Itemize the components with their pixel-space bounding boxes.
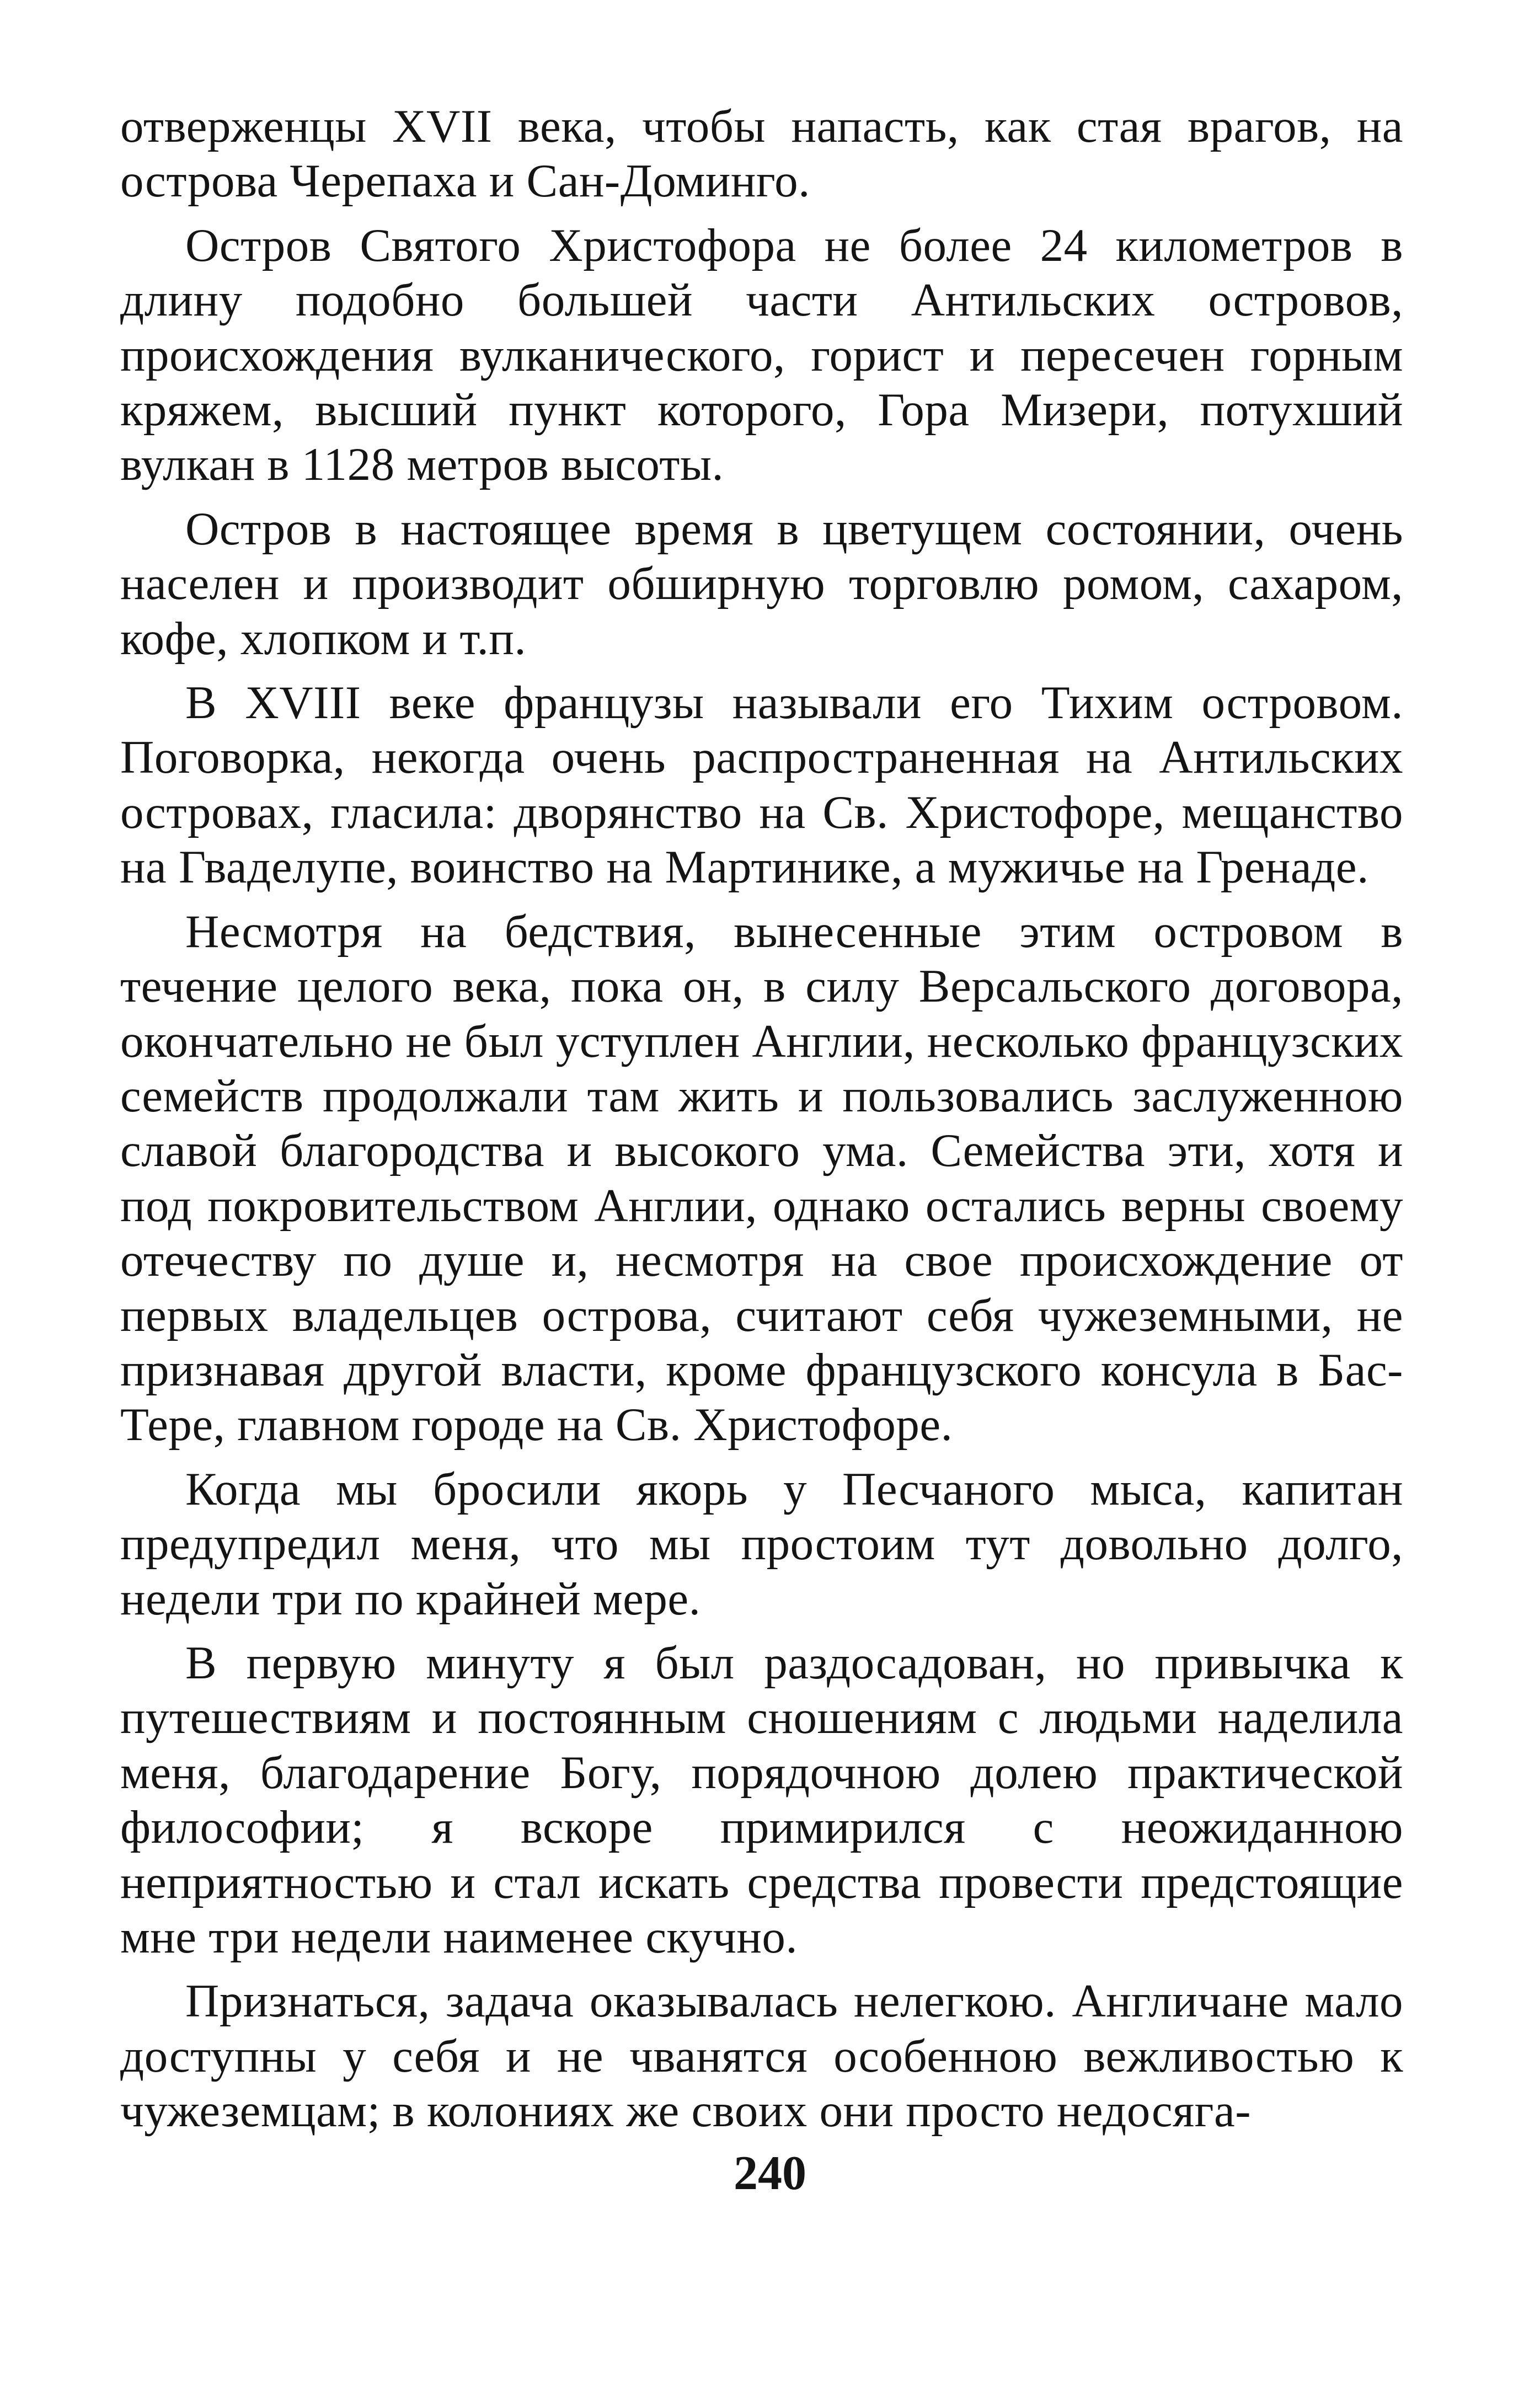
paragraph-continuation: отверженцы XVII века, чтобы напасть, как стая врагов, на острова Черепаха и Сан-Доминго. xyxy=(120,100,1403,207)
page-number: 240 xyxy=(734,2147,806,2200)
paragraph: Остров Святого Христофора не более 24 километров в длину подобно большей части Антильских островов, происхождения вулканического, горист и пересечен горным кряжем, высший пункт которого, Гора Мизери, потухший вулкан в 1128 метров высоты. xyxy=(120,219,1403,491)
paragraph: В XVIII веке французы называли его Тихим островом. Поговорка, некогда очень распространенная на Антильских островах, гласила: дворянство на Св. Христофоре, мещанство на Гваделупе, воинство на Мартинике, а мужичье на Гренаде. xyxy=(120,677,1403,894)
paragraph: Когда мы бросили якорь у Песчаного мыса, капитан предупредил меня, что мы простоим тут довольно долго, недели три по крайней мере. xyxy=(120,1463,1403,1625)
paragraph: В первую минуту я был раздосадован, но привычка к путешествиям и постоянным сношениям с людьми наделила меня, благодарение Богу, порядочною долею практической философии; я вскоре примирился с неожиданною неприятностью и стал искать средства провести предстоящие мне три недели наименее скучно. xyxy=(120,1636,1403,1963)
paragraph: Признаться, задача оказывалась нелегкою. Англичане мало доступны у себя и не чванятся особенною вежливостью к чужеземцам; в колониях же своих они просто недосяга- xyxy=(120,1975,1403,2137)
paragraph: Несмотря на бедствия, вынесенные этим островом в течение целого века, пока он, в силу Версальского договора, окончательно не был уступлен Англии, несколько французских семейств продолжали там жить и пользовались заслуженною славой благородства и высокого ума. Семейства эти, хотя и под покровительством Англии, однако остались верны своему отечеству по душе и, несмотря на свое происхождение от первых владельцев острова, считают себя чужеземными, не признавая другой власти, кроме французского консула в Бас-Тере, главном городе на Св. Христофоре. xyxy=(120,905,1403,1451)
paragraph: Остров в настоящее время в цветущем состоянии, очень населен и производит обширную торговлю ромом, сахаром, кофе, хлопком и т.п. xyxy=(120,502,1403,665)
page-body-text xyxy=(120,99,1403,2139)
